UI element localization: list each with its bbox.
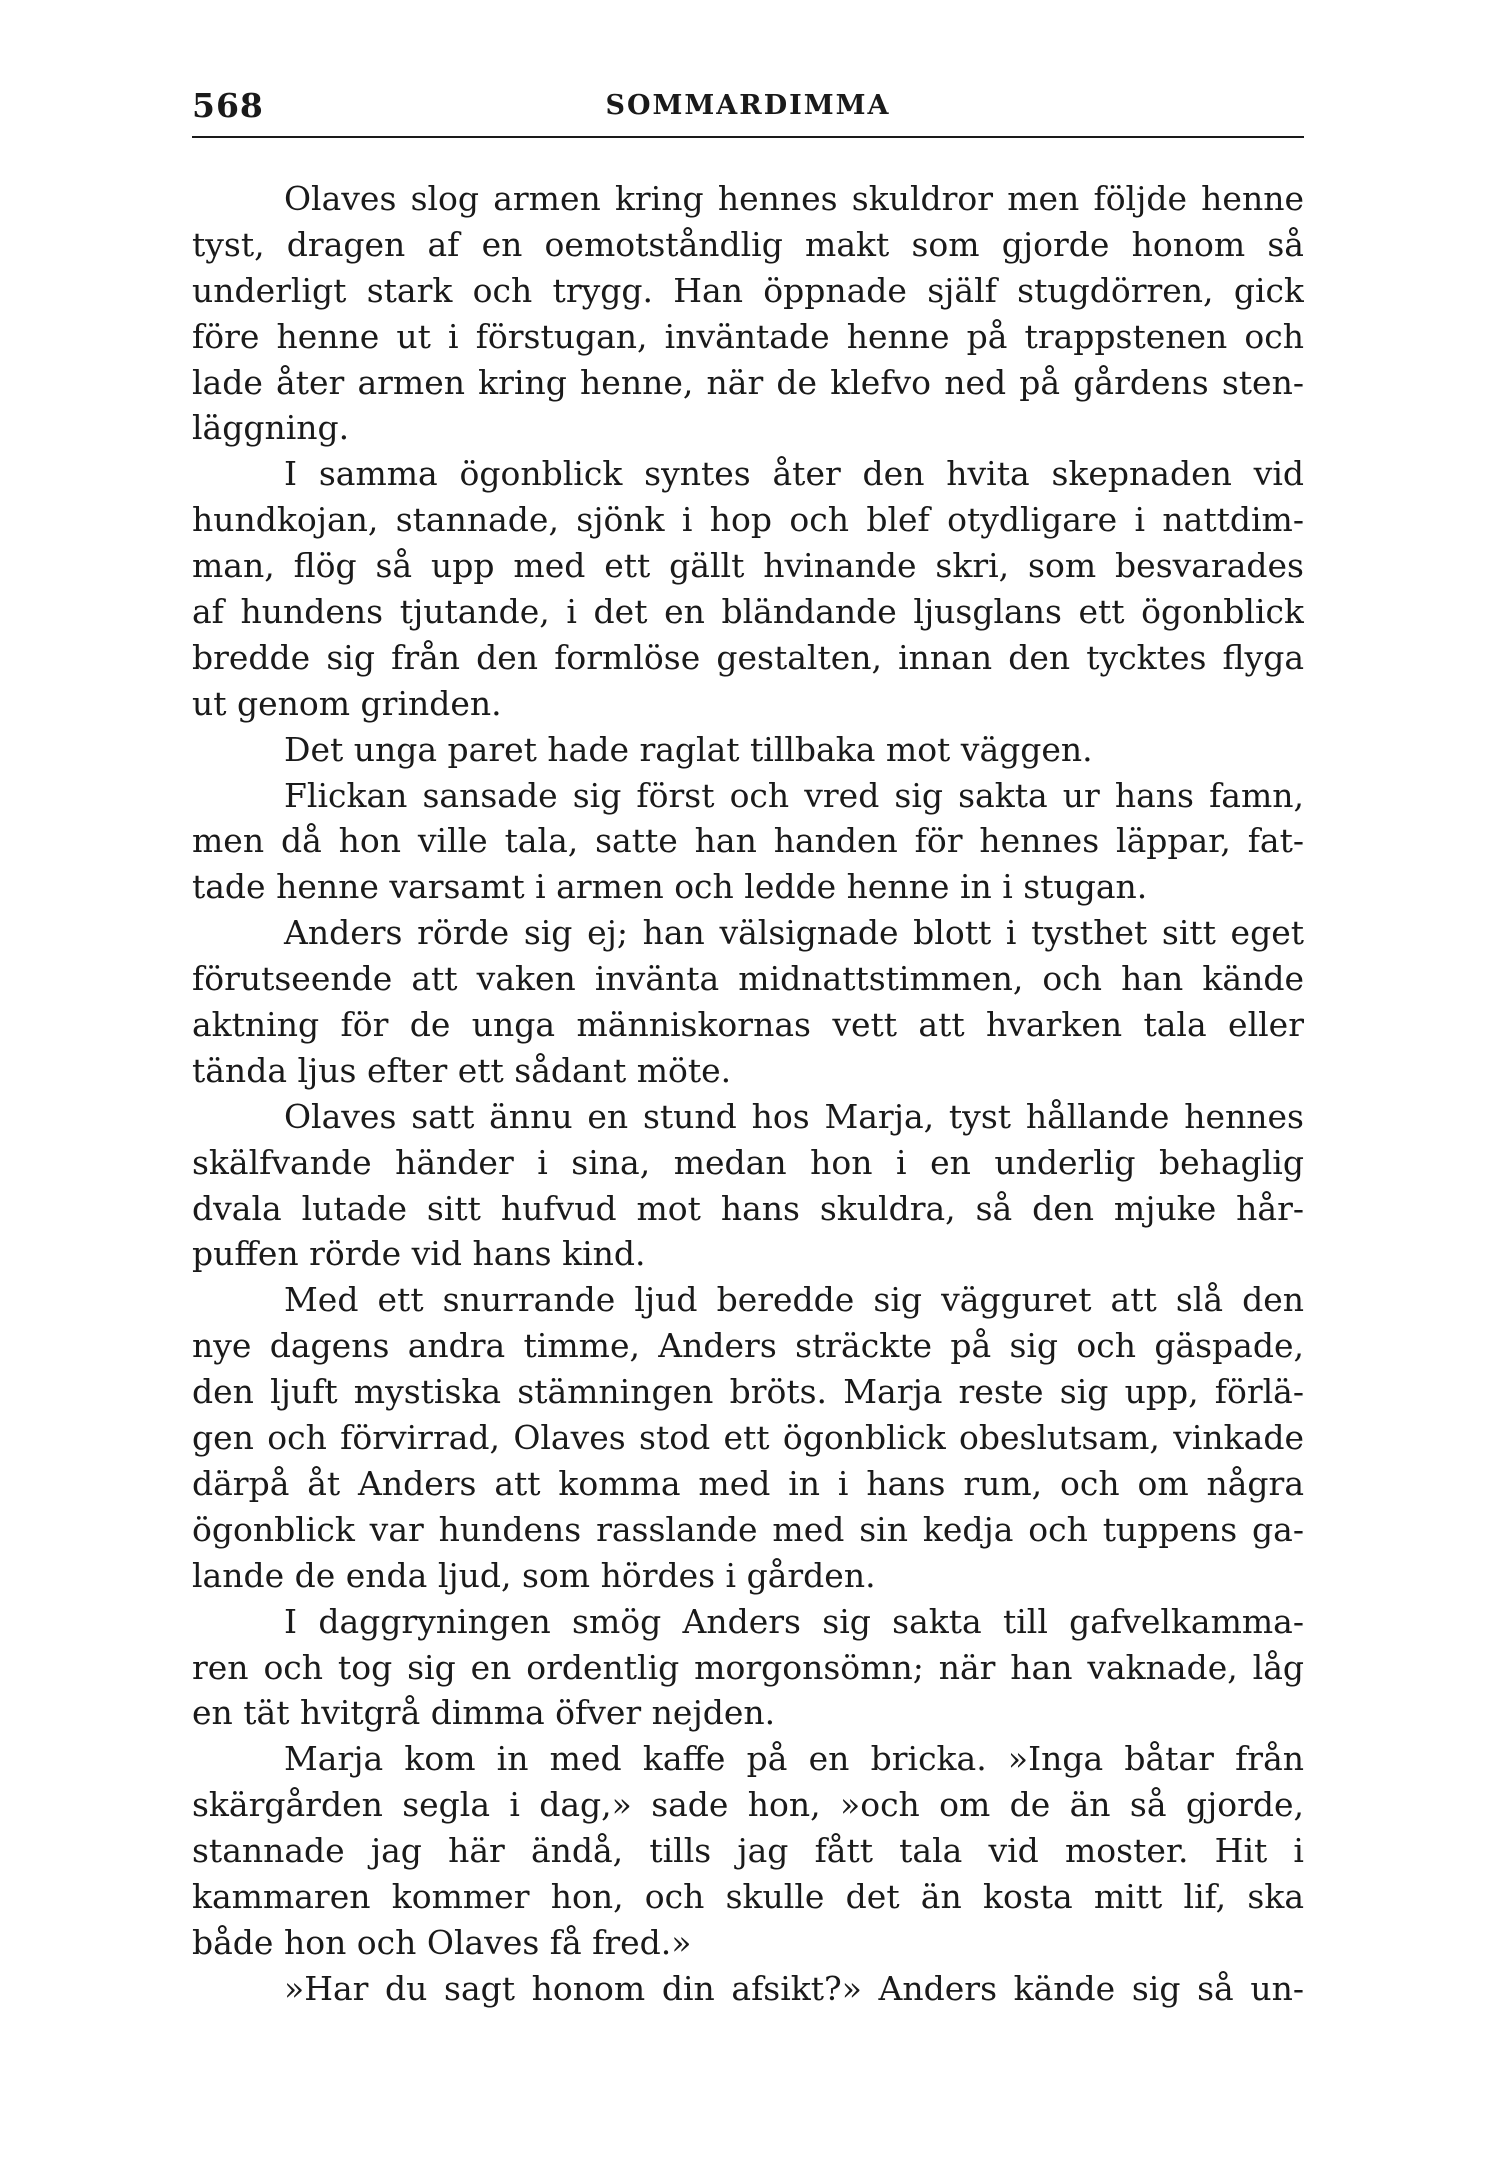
- paragraph: [192, 727, 1304, 773]
- text-line: lade åter armen kring henne, när de klefvo ned på gårdens sten-: [192, 362, 1304, 402]
- text-line: Anders rörde sig ej; han välsignade blott i tysthet sitt eget: [284, 913, 1304, 953]
- text-line: Olaves slog armen kring hennes skuldror men följde henne: [284, 179, 1304, 218]
- text-line: skälfvande händer i sina, medan hon i en underlig behaglig: [192, 1142, 1304, 1182]
- body-text: [192, 176, 1304, 2012]
- paragraph: [192, 1094, 1304, 1278]
- text-line: därpå åt Anders att komma med in i hans rum, och om några: [192, 1463, 1304, 1503]
- page-number: 568: [192, 86, 264, 125]
- text-line: tade henne varsamt i armen och ledde henne in i stugan.: [192, 867, 1148, 907]
- paragraph: [192, 1277, 1304, 1598]
- text-line: gen och förvirrad, Olaves stod ett ögonblick obeslutsam, vinkade: [192, 1418, 1304, 1458]
- text-line: Flickan sansade sig först och vred sig sakta ur hans famn,: [284, 775, 1304, 815]
- text-line: tända ljus efter ett sådant möte.: [192, 1050, 732, 1090]
- text-line: nye dagens andra timme, Anders sträckte på sig och gäspade,: [192, 1326, 1304, 1366]
- running-title: SOMMARDIMMA: [605, 90, 891, 121]
- text-line: en tät hvitgrå dimma öfver nejden.: [192, 1693, 776, 1733]
- text-line: Olaves satt ännu en stund hos Marja, tyst hållande hennes: [284, 1096, 1304, 1136]
- text-line: ren och tog sig en ordentlig morgonsömn; när han vaknade, låg: [192, 1647, 1304, 1687]
- text-line: både hon och Olaves få fred.»: [192, 1922, 692, 1962]
- paragraph: [192, 773, 1304, 911]
- text-line: stannade jag här ändå, tills jag fått tala vid moster. Hit i: [192, 1831, 1304, 1871]
- text-line: lande de enda ljud, som hördes i gården.: [192, 1555, 876, 1595]
- text-line: förutseende att vaken invänta midnattstimmen, och han kände: [192, 959, 1304, 999]
- text-line: I daggryningen smög Anders sig sakta till gafvelkamma-: [284, 1601, 1304, 1641]
- text-line: den ljuft mystiska stämningen bröts. Marja reste sig upp, förlä-: [192, 1372, 1304, 1412]
- page-header: [192, 86, 1304, 132]
- header-rule: [192, 136, 1304, 138]
- text-line: »Har du sagt honom din afsikt?» Anders kände sig så un-: [284, 1968, 1304, 2008]
- paragraph: [192, 1966, 1304, 2012]
- text-line: puffen rörde vid hans kind.: [192, 1234, 646, 1274]
- text-line: aktning för de unga människornas vett att hvarken tala eller: [192, 1005, 1304, 1045]
- text-line: tyst, dragen af en oemotståndlig makt som gjorde honom så: [192, 224, 1304, 264]
- text-line: af hundens tjutande, i det en bländande ljusglans ett ögonblick: [192, 592, 1304, 632]
- text-line: före henne ut i förstugan, inväntade henne på trappstenen och: [192, 316, 1304, 356]
- text-line: läggning.: [192, 408, 350, 448]
- paragraph: [192, 451, 1304, 726]
- paragraph: [192, 910, 1304, 1094]
- text-line: bredde sig från den formlöse gestalten, innan den tycktes flyga: [192, 637, 1304, 677]
- text-line: underligt stark och trygg. Han öppnade själf stugdörren, gick: [192, 270, 1304, 310]
- text-line: I samma ögonblick syntes åter den hvita skepnaden vid: [284, 454, 1304, 494]
- paragraph: [192, 176, 1304, 451]
- text-line: Med ett snurrande ljud beredde sig vägguret att slå den: [284, 1280, 1304, 1320]
- text-line: kammaren kommer hon, och skulle det än kosta mitt lif, ska: [192, 1876, 1304, 1916]
- paragraph: [192, 1736, 1304, 1965]
- text-line: Det unga paret hade raglat tillbaka mot väggen.: [284, 729, 1093, 769]
- text-line: men då hon ville tala, satte han handen för hennes läppar, fat-: [192, 821, 1304, 861]
- text-line: Marja kom in med kaffe på en bricka. »Inga båtar från: [284, 1739, 1304, 1779]
- paragraph: [192, 1599, 1304, 1737]
- text-line: hundkojan, stannade, sjönk i hop och blef otydligare i nattdim-: [192, 500, 1304, 540]
- text-line: man, flög så upp med ett gällt hvinande skri, som besvarades: [192, 546, 1304, 586]
- text-line: ut genom grinden.: [192, 683, 502, 723]
- text-line: skärgården segla i dag,» sade hon, »och om de än så gjorde,: [192, 1785, 1304, 1825]
- text-line: ögonblick var hundens rasslande med sin kedja och tuppens ga-: [192, 1509, 1304, 1549]
- text-line: dvala lutade sitt hufvud mot hans skuldra, så den mjuke hår-: [192, 1188, 1304, 1228]
